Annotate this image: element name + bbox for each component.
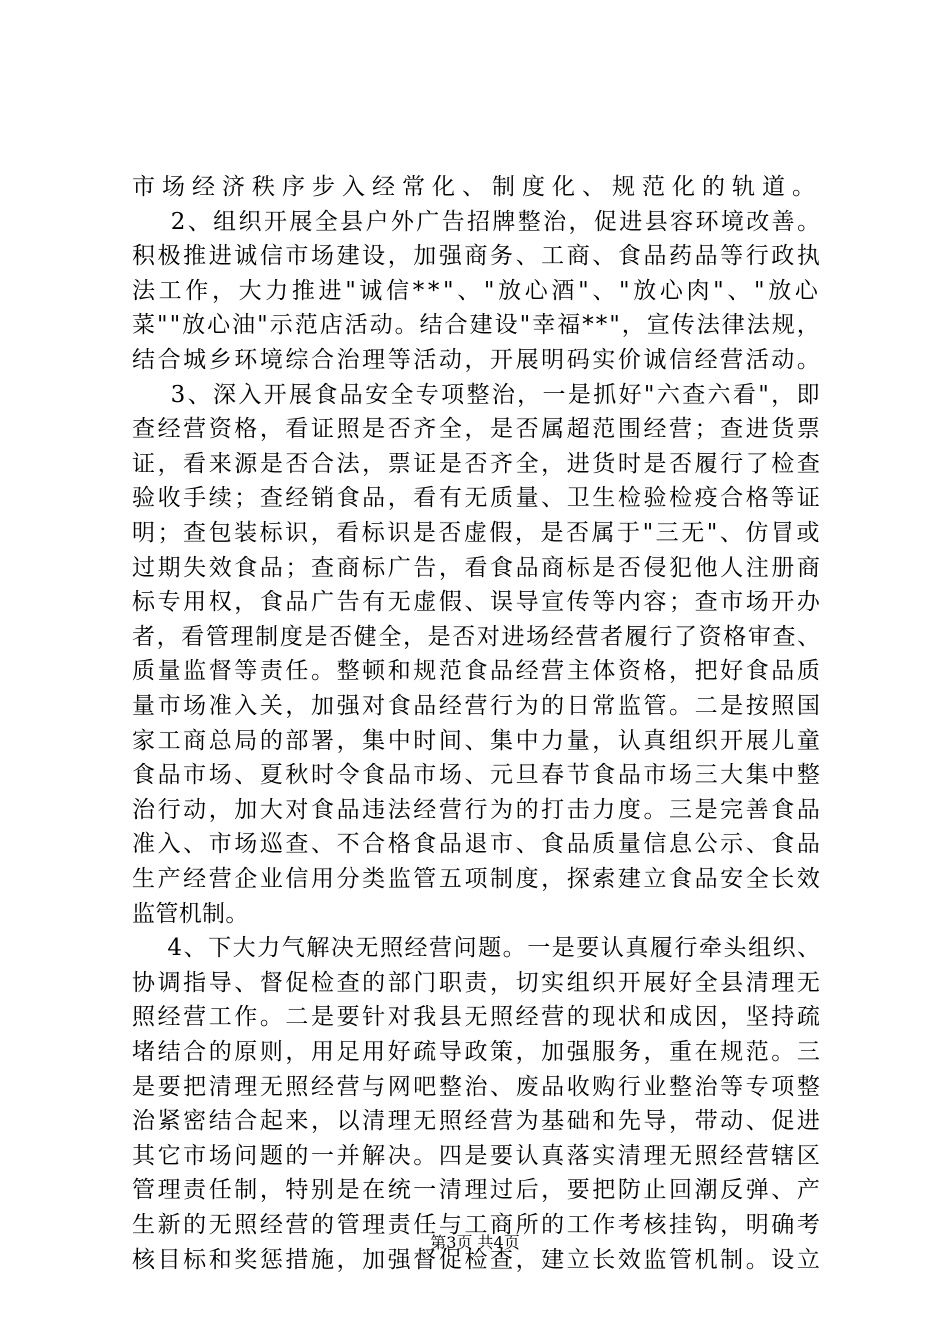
page-number: 第3页 共4页	[430, 1233, 520, 1252]
text-line: 明；查包装标识，看标识是否虚假，是否属于"三无"、仿冒或	[132, 520, 822, 546]
text-line: 治行动，加大对食品违法经营行为的打击力度。三是完善食品	[132, 796, 822, 823]
text-line: 准入、市场巡查、不合格食品退市、食品质量信息公示、食品	[132, 831, 822, 858]
text-line: 家工商总局的部署，集中时间、集中力量，认真组织开展儿童	[132, 727, 822, 754]
text-line: 生新的无照经营的管理责任与工商所的工作考核挂钩，明确考	[132, 1212, 822, 1238]
text-line: 证，看来源是否合法，票证是否齐全，进货时是否履行了检查	[132, 450, 822, 477]
text-line: 监管机制。	[132, 900, 249, 927]
text-line: 管理责任制，特别是在统一清理过后，要把防止回潮反弹、产	[132, 1177, 822, 1204]
text-line: 积极推进诚信市场建设，加强商务、工商、食品药品等行政执	[132, 243, 822, 270]
text-line: 生产经营企业信用分类监管五项制度，探索建立食品安全长效	[132, 866, 822, 892]
text-line: 4、下大力气解决无照经营问题。一是要认真履行牵头组织、	[132, 935, 822, 962]
text-line: 查经营资格，看证照是否齐全，是否属超范围经营；查进货票	[132, 416, 822, 443]
text-line: 核目标和奖惩措施，加强督促检查，建立长效监管机制。设立	[132, 1246, 822, 1273]
text-line: 量市场准入关，加强对食品经营行为的日常监管。二是按照国	[132, 693, 822, 719]
text-line: 法工作，大力推进"诚信**"、"放心酒"、"放心肉"、"放心	[132, 277, 822, 304]
text-line: 食品市场、夏秋时令食品市场、元旦春节食品市场三大集中整	[132, 762, 822, 789]
text-line: 协调指导、督促检查的部门职责，切实组织开展好全县清理无	[132, 969, 822, 996]
text-line: 市场经济秩序步入经常化、制度化、规范化的轨道。	[132, 174, 822, 200]
text-line: 2、组织开展全县户外广告招牌整治，促进县容环境改善。	[132, 208, 822, 235]
text-line: 是要把清理无照经营与网吧整治、废品收购行业整治等专项整	[132, 1073, 822, 1100]
text-line: 过期失效食品；查商标广告，看食品商标是否侵犯他人注册商	[132, 554, 822, 581]
text-line: 菜""放心油"示范店活动。结合建设"幸福**"，宣传法律法规，	[132, 312, 822, 339]
text-line: 治紧密结合起来，以清理无照经营为基础和先导，带动、促进	[132, 1108, 822, 1135]
text-line: 质量监督等责任。整顿和规范食品经营主体资格，把好食品质	[132, 658, 822, 685]
text-line: 者，看管理制度是否健全，是否对进场经营者履行了资格审查、	[132, 623, 822, 650]
text-line: 结合城乡环境综合治理等活动，开展明码实价诚信经营活动。	[132, 347, 822, 373]
text-line: 其它市场问题的一并解决。四是要认真落实清理无照经营辖区	[132, 1142, 822, 1169]
text-line: 照经营工作。二是要针对我县无照经营的现状和成因，坚持疏	[132, 1004, 822, 1031]
text-line: 3、深入开展食品安全专项整治，一是抓好"六查六看"，即	[132, 381, 822, 408]
text-line: 堵结合的原则，用足用好疏导政策，加强服务，重在规范。三	[132, 1039, 822, 1065]
text-line: 标专用权，食品广告有无虚假、误导宣传等内容；查市场开办	[132, 589, 822, 616]
text-line: 验收手续；查经销食品，看有无质量、卫生检验检疫合格等证	[132, 485, 822, 512]
